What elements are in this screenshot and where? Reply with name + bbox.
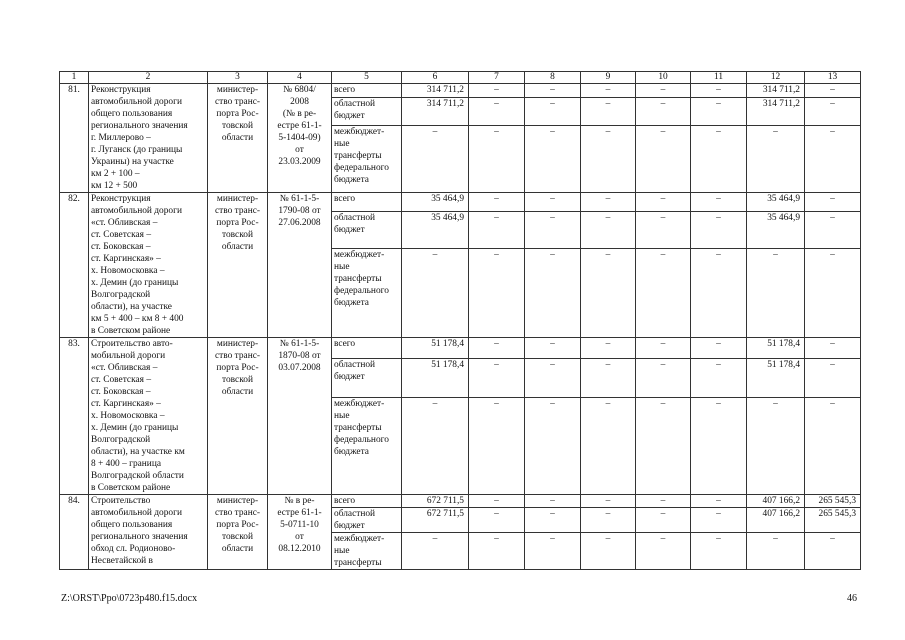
amount-cell: – xyxy=(691,398,747,495)
column-number-header: 13 xyxy=(805,72,861,84)
amount-cell: – xyxy=(402,248,469,337)
funding-source-line: межбюджет- xyxy=(334,126,385,137)
table-row xyxy=(60,495,861,508)
funding-source-line: межбюджет- xyxy=(334,249,385,260)
amount-cell: – xyxy=(581,193,636,212)
table-row xyxy=(60,193,861,212)
item-number: 83. xyxy=(60,338,89,495)
amount-cell: – xyxy=(747,533,805,570)
funding-source xyxy=(332,248,402,337)
amount-cell: – xyxy=(691,98,747,126)
funding-source-line: ные xyxy=(334,261,350,272)
amount-cell: – xyxy=(525,398,581,495)
object-name xyxy=(89,193,208,338)
funding-source-line: межбюджет- xyxy=(334,534,385,544)
amount-cell: – xyxy=(402,398,469,495)
object-name-line: х. Новомосковка – xyxy=(91,266,165,276)
amount-cell: – xyxy=(636,212,691,249)
budget-table xyxy=(59,71,861,570)
object-name-line: г. Луганск (до границы xyxy=(91,145,183,155)
column-number-header: 8 xyxy=(525,72,581,84)
object-name-line: Украины) на участке xyxy=(91,157,174,167)
funding-source-line: всего xyxy=(334,339,356,349)
item-number: 82. xyxy=(60,193,89,338)
amount-cell: – xyxy=(636,84,691,98)
object-name-line: х. Демин (до границы xyxy=(91,278,179,288)
object-name-line: ст. Советская – xyxy=(91,375,152,385)
amount-cell: – xyxy=(691,338,747,359)
amount-cell: – xyxy=(691,193,747,212)
amount-cell: – xyxy=(747,125,805,192)
funding-source xyxy=(332,398,402,495)
registry-document xyxy=(268,84,332,193)
amount-cell: – xyxy=(581,248,636,337)
amount-cell: – xyxy=(469,508,525,533)
amount-cell: – xyxy=(525,495,581,508)
object-name xyxy=(89,495,208,570)
funding-source-line: бюджет xyxy=(334,111,365,122)
amount-cell: – xyxy=(525,98,581,126)
registry-document xyxy=(268,495,332,570)
table-row xyxy=(60,84,861,98)
registry-document-line: 2008 xyxy=(290,97,309,107)
responsible-org-line: порта Рос- xyxy=(216,218,259,228)
responsible-org-line: товской xyxy=(222,121,253,131)
object-name-line: автомобильной дороги xyxy=(91,508,182,518)
responsible-org-line: министер- xyxy=(216,339,259,349)
amount-cell: – xyxy=(469,398,525,495)
responsible-org-line: министер- xyxy=(216,85,259,95)
funding-source-line: бюджет xyxy=(334,521,365,531)
amount-cell: – xyxy=(469,84,525,98)
funding-source xyxy=(332,84,402,98)
funding-source xyxy=(332,533,402,570)
registry-document-line: № 61-1-5- xyxy=(279,339,320,349)
amount-cell: – xyxy=(581,125,636,192)
amount-cell: – xyxy=(691,84,747,98)
file-path: Z:\ORST\Ppo\0723p480.f15.docx xyxy=(61,593,198,604)
object-name-line: Строительство xyxy=(91,496,151,506)
object-name-line: «ст. Обливская – xyxy=(91,218,158,228)
column-number-header: 4 xyxy=(268,72,332,84)
amount-cell: – xyxy=(805,212,861,249)
object-name-line: Реконструкция xyxy=(91,194,151,204)
object-name-line: Волгоградской xyxy=(91,435,151,445)
amount-cell: – xyxy=(469,495,525,508)
responsible-org-line: товской xyxy=(222,230,253,240)
amount-cell: 407 166,2 xyxy=(747,508,805,533)
object-name-line: Несветайской в xyxy=(91,556,153,566)
funding-source xyxy=(332,212,402,249)
amount-cell: 265 545,3 xyxy=(805,508,861,533)
responsible-org-line: порта Рос- xyxy=(216,109,259,119)
funding-source-line: всего xyxy=(334,194,356,204)
amount-cell: – xyxy=(636,508,691,533)
funding-source-line: бюджет xyxy=(334,371,365,382)
object-name-line: ст. Боковская – xyxy=(91,387,151,397)
amount-cell: – xyxy=(691,533,747,570)
object-name-line: км 2 + 100 – xyxy=(91,169,140,179)
responsible-org-line: ство транс- xyxy=(214,97,260,107)
amount-cell: – xyxy=(691,212,747,249)
amount-cell: 51 178,4 xyxy=(402,358,469,398)
amount-cell: – xyxy=(469,125,525,192)
funding-source xyxy=(332,125,402,192)
responsible-org-line: ство транс- xyxy=(214,206,260,216)
funding-source-line: трансферты xyxy=(334,150,382,161)
amount-cell: – xyxy=(581,495,636,508)
amount-cell: – xyxy=(581,508,636,533)
amount-cell: 35 464,9 xyxy=(402,193,469,212)
amount-cell: 265 545,3 xyxy=(805,495,861,508)
column-number-header: 1 xyxy=(60,72,89,84)
amount-cell: – xyxy=(636,125,691,192)
amount-cell: – xyxy=(581,398,636,495)
amount-cell: – xyxy=(805,248,861,337)
responsible-org-line: товской xyxy=(222,532,253,542)
amount-cell: 314 711,2 xyxy=(402,84,469,98)
funding-source xyxy=(332,508,402,533)
column-number-header: 6 xyxy=(402,72,469,84)
column-number-header: 9 xyxy=(581,72,636,84)
amount-cell: 51 178,4 xyxy=(747,358,805,398)
object-name xyxy=(89,338,208,495)
amount-cell: – xyxy=(469,338,525,359)
funding-source-line: областной xyxy=(334,359,376,370)
amount-cell: 35 464,9 xyxy=(747,212,805,249)
amount-cell: – xyxy=(402,533,469,570)
amount-cell: – xyxy=(581,533,636,570)
amount-cell: – xyxy=(525,358,581,398)
table-row xyxy=(60,338,861,359)
amount-cell: – xyxy=(525,533,581,570)
amount-cell: – xyxy=(636,533,691,570)
object-name xyxy=(89,84,208,193)
funding-source xyxy=(332,98,402,126)
amount-cell: 672 711,5 xyxy=(402,495,469,508)
object-name-line: г. Миллерово – xyxy=(91,133,151,143)
object-name-line: автомобильной дороги xyxy=(91,206,182,216)
amount-cell: 51 178,4 xyxy=(747,338,805,359)
amount-cell: 35 464,9 xyxy=(402,212,469,249)
funding-source-line: ные xyxy=(334,411,350,422)
amount-cell: – xyxy=(581,212,636,249)
funding-source-line: федерального xyxy=(334,285,389,296)
amount-cell: – xyxy=(525,84,581,98)
object-name-line: мобильной дороги xyxy=(91,351,166,361)
funding-source-line: межбюджет- xyxy=(334,399,385,410)
amount-cell: – xyxy=(469,212,525,249)
registry-document-line: № в ре- xyxy=(284,496,315,506)
amount-cell: – xyxy=(805,193,861,212)
funding-source-line: ные xyxy=(334,138,350,149)
object-name-line: Реконструкция xyxy=(91,85,151,95)
amount-cell: – xyxy=(691,508,747,533)
registry-document-line: естре 61-1- xyxy=(277,508,322,518)
amount-cell: – xyxy=(691,248,747,337)
registry-document xyxy=(268,193,332,338)
funding-source-line: всего xyxy=(334,496,356,506)
object-name-line: автомобильной дороги xyxy=(91,97,182,107)
amount-cell: 314 711,2 xyxy=(747,84,805,98)
amount-cell: – xyxy=(525,338,581,359)
amount-cell: – xyxy=(525,248,581,337)
amount-cell: – xyxy=(636,338,691,359)
amount-cell: – xyxy=(525,212,581,249)
object-name-line: х. Новомосковка – xyxy=(91,411,165,421)
object-name-line: в Советском районе xyxy=(91,326,171,336)
amount-cell: – xyxy=(636,193,691,212)
object-name-line: Волгоградской области xyxy=(91,471,184,481)
item-number: 81. xyxy=(60,84,89,193)
registry-document-line: 03.07.2008 xyxy=(278,363,321,373)
amount-cell: 51 178,4 xyxy=(402,338,469,359)
object-name-line: х. Демин (до границы xyxy=(91,423,179,433)
funding-source-line: федерального xyxy=(334,435,389,446)
object-name-line: 8 + 400 – граница xyxy=(91,459,162,469)
amount-cell: – xyxy=(805,125,861,192)
registry-document-line: 5-0711-10 xyxy=(280,520,319,530)
object-name-line: ст. Каргинская» – xyxy=(91,399,161,409)
object-name-line: км 12 + 500 xyxy=(91,181,138,191)
amount-cell: – xyxy=(636,248,691,337)
funding-source xyxy=(332,338,402,359)
object-name-line: области), на участке км xyxy=(91,447,185,457)
responsible-org-line: области xyxy=(221,242,254,252)
amount-cell: – xyxy=(747,248,805,337)
responsible-org-line: области xyxy=(221,387,254,397)
object-name-line: регионального значения xyxy=(91,121,188,131)
object-name-line: области), на участке xyxy=(91,302,172,312)
amount-cell: 314 711,2 xyxy=(747,98,805,126)
amount-cell: – xyxy=(469,193,525,212)
column-number-header: 10 xyxy=(636,72,691,84)
responsible-org xyxy=(208,338,268,495)
object-name-line: общего пользования xyxy=(91,109,173,119)
funding-source-line: ные xyxy=(334,546,350,556)
page-number: 46 xyxy=(847,593,857,604)
responsible-org xyxy=(208,84,268,193)
funding-source-line: областной xyxy=(334,99,376,110)
responsible-org-line: порта Рос- xyxy=(216,363,259,373)
object-name-line: общего пользования xyxy=(91,520,173,530)
registry-document-line: 1870-08 от xyxy=(278,351,321,361)
registry-document-line: № 61-1-5- xyxy=(279,194,320,204)
column-number-header: 2 xyxy=(89,72,208,84)
responsible-org-line: области xyxy=(221,544,254,554)
funding-source-line: бюджет xyxy=(334,225,365,236)
object-name-line: Строительство авто- xyxy=(91,339,173,349)
funding-source-line: бюджета xyxy=(334,447,369,458)
registry-document-line: от xyxy=(295,145,304,155)
item-number: 84. xyxy=(60,495,89,570)
amount-cell: – xyxy=(636,495,691,508)
responsible-org-line: ство транс- xyxy=(214,508,260,518)
amount-cell: – xyxy=(805,358,861,398)
amount-cell: – xyxy=(525,125,581,192)
amount-cell: – xyxy=(805,398,861,495)
funding-source-line: бюджета xyxy=(334,297,369,308)
amount-cell: 407 166,2 xyxy=(747,495,805,508)
object-name-line: обход сл. Родионово- xyxy=(91,544,176,554)
amount-cell: – xyxy=(636,358,691,398)
registry-document-line: естре 61-1- xyxy=(277,121,322,131)
funding-source-line: всего xyxy=(334,85,356,95)
registry-document xyxy=(268,338,332,495)
responsible-org-line: министер- xyxy=(216,496,259,506)
amount-cell: – xyxy=(636,98,691,126)
responsible-org-line: министер- xyxy=(216,194,259,204)
amount-cell: – xyxy=(636,398,691,495)
amount-cell: – xyxy=(469,533,525,570)
funding-source xyxy=(332,358,402,398)
responsible-org xyxy=(208,193,268,338)
registry-document-line: 27.06.2008 xyxy=(278,218,321,228)
funding-source-line: областной xyxy=(334,509,376,519)
amount-cell: – xyxy=(581,358,636,398)
amount-cell: – xyxy=(691,495,747,508)
column-number-header: 12 xyxy=(747,72,805,84)
responsible-org-line: области xyxy=(221,133,254,143)
funding-source-line: трансферты xyxy=(334,423,382,434)
amount-cell: – xyxy=(525,508,581,533)
amount-cell: – xyxy=(581,98,636,126)
object-name-line: ст. Боковская – xyxy=(91,242,151,252)
registry-document-line: от xyxy=(295,532,304,542)
amount-cell: – xyxy=(805,84,861,98)
header-row xyxy=(60,72,861,84)
amount-cell: – xyxy=(581,338,636,359)
column-number-header: 7 xyxy=(469,72,525,84)
amount-cell: – xyxy=(805,338,861,359)
funding-source-line: трансферты xyxy=(334,558,382,568)
funding-source xyxy=(332,495,402,508)
responsible-org-line: товской xyxy=(222,375,253,385)
object-name-line: ст. Каргинская» – xyxy=(91,254,161,264)
object-name-line: км 5 + 400 – км 8 + 400 xyxy=(91,314,184,324)
registry-document-line: 5-1404-09) xyxy=(278,133,321,143)
column-number-header: 3 xyxy=(208,72,268,84)
funding-source-line: бюджета xyxy=(334,174,369,185)
responsible-org-line: ство транс- xyxy=(214,351,260,361)
object-name-line: регионального значения xyxy=(91,532,188,542)
registry-document-line: (№ в ре- xyxy=(282,109,317,119)
object-name-line: Волгоградской xyxy=(91,290,151,300)
funding-source-line: федерального xyxy=(334,162,389,173)
amount-cell: – xyxy=(525,193,581,212)
registry-document-line: 08.12.2010 xyxy=(278,544,321,554)
amount-cell: – xyxy=(691,125,747,192)
registry-document-line: 23.03.2009 xyxy=(278,157,321,167)
amount-cell: 672 711,5 xyxy=(402,508,469,533)
amount-cell: – xyxy=(581,84,636,98)
amount-cell: – xyxy=(805,533,861,570)
object-name-line: «ст. Обливская – xyxy=(91,363,158,373)
amount-cell: – xyxy=(747,398,805,495)
object-name-line: в Советском районе xyxy=(91,483,171,493)
amount-cell: 35 464,9 xyxy=(747,193,805,212)
object-name-line: ст. Советская – xyxy=(91,230,152,240)
amount-cell: – xyxy=(805,98,861,126)
registry-document-line: № 6804/ xyxy=(283,85,316,95)
registry-document-line: 1790-08 от xyxy=(278,206,321,216)
amount-cell: – xyxy=(402,125,469,192)
funding-source-line: областной xyxy=(334,213,376,224)
responsible-org xyxy=(208,495,268,570)
responsible-org-line: порта Рос- xyxy=(216,520,259,530)
funding-source xyxy=(332,193,402,212)
amount-cell: – xyxy=(469,98,525,126)
amount-cell: – xyxy=(469,248,525,337)
amount-cell: 314 711,2 xyxy=(402,98,469,126)
amount-cell: – xyxy=(469,358,525,398)
amount-cell: – xyxy=(691,358,747,398)
column-number-header: 5 xyxy=(332,72,402,84)
column-number-header: 11 xyxy=(691,72,747,84)
funding-source-line: трансферты xyxy=(334,273,382,284)
